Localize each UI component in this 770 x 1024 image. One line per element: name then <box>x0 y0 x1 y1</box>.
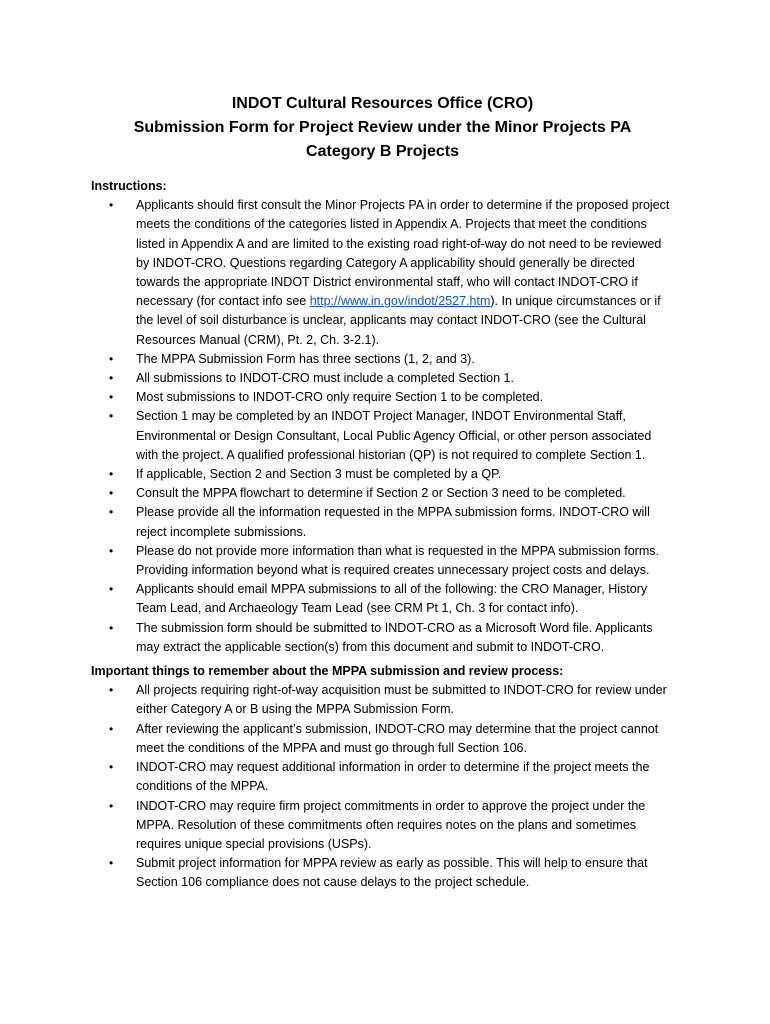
instruction-text-before-link: Applicants should first consult the Minor Projects PA in order to determine if the proposed project meets the conditions of the categories listed in Appendix A. Projects that meet the conditions listed in Appendix A and are limited to the existing road right-of-way do not need to be reviewed by INDOT-CRO. Questions regarding Category A applicability should generally be directed towards the appropriate INDOT District environmental staff, who will contact INDOT-CRO if necessary (for contact info see <box>136 198 670 309</box>
bullet-icon: • <box>109 721 114 736</box>
bullet-icon: • <box>109 582 114 597</box>
bullet-icon: • <box>109 543 114 558</box>
list-item <box>91 681 674 719</box>
bullet-icon: • <box>109 351 114 366</box>
list-item <box>91 619 674 657</box>
bullet-icon: • <box>109 198 114 213</box>
important-heading: Important things to remember about the MPPA submission and review process: <box>91 664 564 679</box>
important-text: All projects requiring right-of-way acquisition must be submitted to INDOT-CRO for review under either Category A or B using the MPPA Submission Form. <box>136 683 667 717</box>
instructions-section <box>91 177 674 657</box>
important-text: INDOT-CRO may require firm project commitments in order to approve the project under the MPPA. Resolution of these commitments often requires notes on the plans and sometimes requires unique special provisions (USPs). <box>136 798 646 851</box>
instruction-text-after-link: ). In unique circumstances or if the level of soil disturbance is unclear, applicants may contact INDOT-CRO (see the Cultural Resources Manual (CRM), Pt. 2, Ch. 3-2.1). <box>136 294 661 347</box>
instruction-text: The MPPA Submission Form has three sections (1, 2, and 3). <box>136 351 475 366</box>
instruction-text: Consult the MPPA flowchart to determine if Section 2 or Section 3 need to be completed. <box>136 486 626 501</box>
list-item <box>91 542 674 580</box>
list-item <box>91 484 674 503</box>
bullet-icon: • <box>109 486 114 501</box>
important-text: INDOT-CRO may request additional information in order to determine if the project meets the conditions of the MPPA. <box>136 760 650 794</box>
bullet-icon: • <box>109 856 114 871</box>
important-list <box>91 681 674 892</box>
bullet-icon: • <box>109 409 114 424</box>
list-item <box>91 720 674 758</box>
instructions-heading: Instructions: <box>91 179 167 193</box>
instruction-text: If applicable, Section 2 and Section 3 must be completed by a QP. <box>136 467 502 482</box>
list-item <box>91 465 674 484</box>
bullet-icon: • <box>109 390 114 405</box>
instruction-text: Please do not provide more information than what is requested in the MPPA submission forms. Providing information beyond what is required creates unnecessary project costs and delays. <box>136 543 659 578</box>
title-line-2: Submission Form for Project Review under the Minor Projects PA <box>133 119 632 136</box>
instruction-text: Applicants should email MPPA submissions to all of the following: the CRO Manager, History Team Lead, and Archaeology Team Lead (see CRM Pt 1, Ch. 3 for contact info). <box>136 582 648 616</box>
list-item <box>91 758 674 796</box>
important-text: Submit project information for MPPA review as early as possible. This will help to ensure that Section 106 compliance does not cause delays to the project schedule. <box>136 856 648 890</box>
instruction-text: Most submissions to INDOT-CRO only require Section 1 to be completed. <box>136 390 544 405</box>
list-item <box>91 407 674 465</box>
document-title <box>91 92 674 164</box>
bullet-icon: • <box>109 371 114 386</box>
list-item <box>91 369 674 388</box>
bullet-icon: • <box>109 467 114 482</box>
contact-info-link[interactable]: http://www.in.gov/indot/2527.htm <box>309 294 491 309</box>
list-item <box>91 388 674 407</box>
instruction-text: Please provide all the information requested in the MPPA submission forms. INDOT-CRO will reject incomplete submissions. <box>136 505 650 539</box>
bullet-icon: • <box>109 683 114 698</box>
bullet-icon: • <box>109 760 114 775</box>
title-line-3: Category B Projects <box>306 143 459 160</box>
bullet-icon: • <box>109 505 114 520</box>
list-item <box>91 797 674 855</box>
list-item <box>91 580 674 618</box>
important-section <box>91 662 674 892</box>
bullet-icon: • <box>109 620 114 635</box>
instruction-text: The submission form should be submitted to INDOT-CRO as a Microsoft Word file. Applicants may extract the applicable section(s) from this document and submit to INDOT-CRO. <box>136 620 653 654</box>
instruction-text: All submissions to INDOT-CRO must include a completed Section 1. <box>136 371 514 386</box>
list-item <box>91 350 674 369</box>
list-item <box>91 503 674 541</box>
list-item <box>91 196 674 350</box>
important-text: After reviewing the applicant’s submission, INDOT-CRO may determine that the project cannot meet the conditions of the MPPA and must go through full Section 106. <box>136 721 659 755</box>
bullet-icon: • <box>109 798 114 813</box>
instruction-text: Section 1 may be completed by an INDOT Project Manager, INDOT Environmental Staff, Environmental or Design Consultant, Local Public Agency Official, or other person associated with the project. A qualified professional historian (QP) is not required to complete Section 1. <box>136 409 652 462</box>
title-line-1: INDOT Cultural Resources Office (CRO) <box>231 95 534 112</box>
instructions-list <box>91 196 674 657</box>
list-item <box>91 854 674 892</box>
